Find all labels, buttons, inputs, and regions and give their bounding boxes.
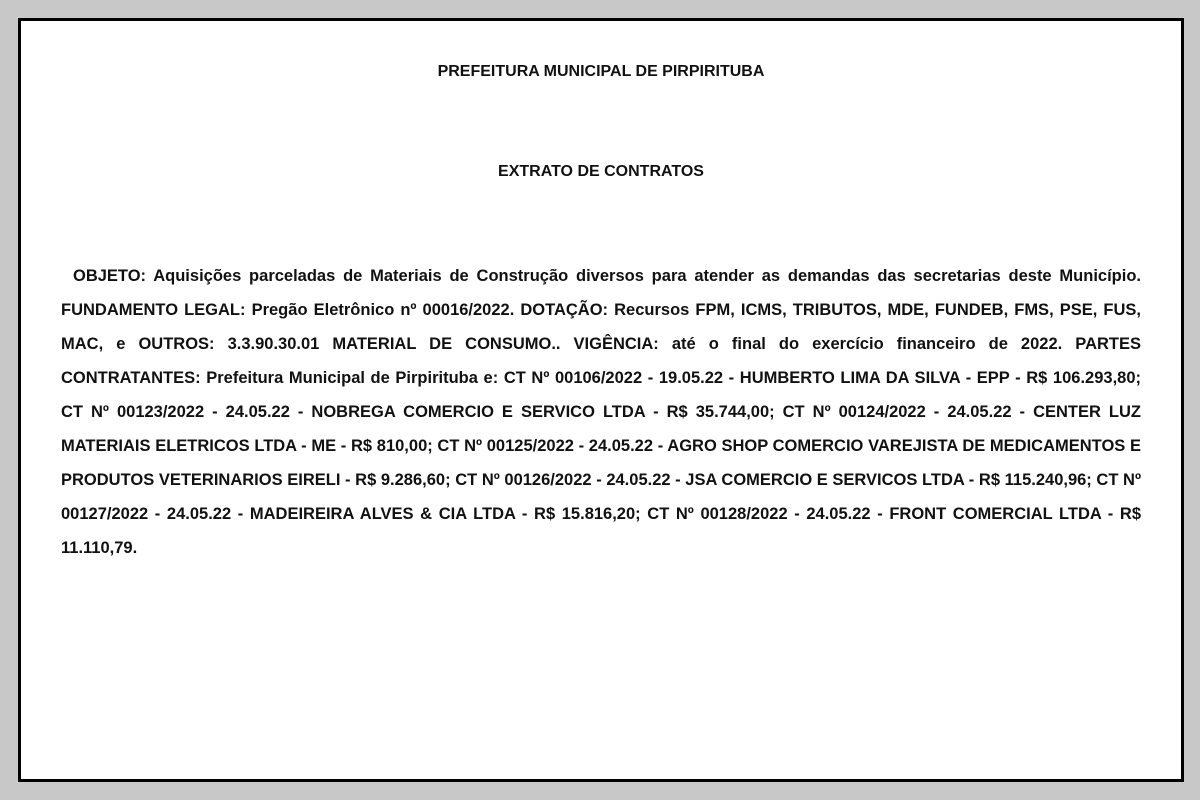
- organization-heading: PREFEITURA MUNICIPAL DE PIRPIRITUBA: [437, 63, 765, 80]
- document-frame: [18, 18, 1184, 782]
- document-title: EXTRATO DE CONTRATOS: [498, 163, 704, 180]
- contract-extract-body: OBJETO: Aquisições parceladas de Materiais de Construção diversos para atender as demandas das secretarias deste Município. FUNDAMENTO LEGAL: Pregão Eletrônico nº 00016/2022. DOTAÇÃO: Recursos FPM, ICMS, TRIBUTOS, MDE, FUNDEB, FMS, PSE, FUS, MAC, e OUTROS: 3.3.90.30.01 MATERIAL DE CONSUMO.. VIGÊNCIA: até o final do exercício financeiro de 2022. PARTES CONTRATANTES: Prefeitura Municipal de Pirpirituba e: CT Nº 00106/2022 - 19.05.22 - HUMBERTO LIMA DA SILVA - EPP - R$ 106.293,80; CT Nº 00123/2022 - 24.05.22 - NOBREGA COMERCIO E SERVICO LTDA - R$ 35.744,00; CT Nº 00124/2022 - 24.05.22 - CENTER LUZ MATERIAIS ELETRICOS LTDA - ME - R$ 810,00; CT Nº 00125/2022 - 24.05.22 - AGRO SHOP COMERCIO VAREJISTA DE MEDICAMENTOS E PRODUTOS VETERINARIOS EIRELI - R$ 9.286,60; CT Nº 00126/2022 - 24.05.22 - JSA COMERCIO E SERVICOS LTDA - R$ 115.240,96; CT Nº 00127/2022 - 24.05.22 - MADEIREIRA ALVES & CIA LTDA - R$ 15.816,20; CT Nº 00128/2022 - 24.05.22 - FRONT COMERCIAL LTDA - R$ 11.110,79.: [61, 267, 1141, 557]
